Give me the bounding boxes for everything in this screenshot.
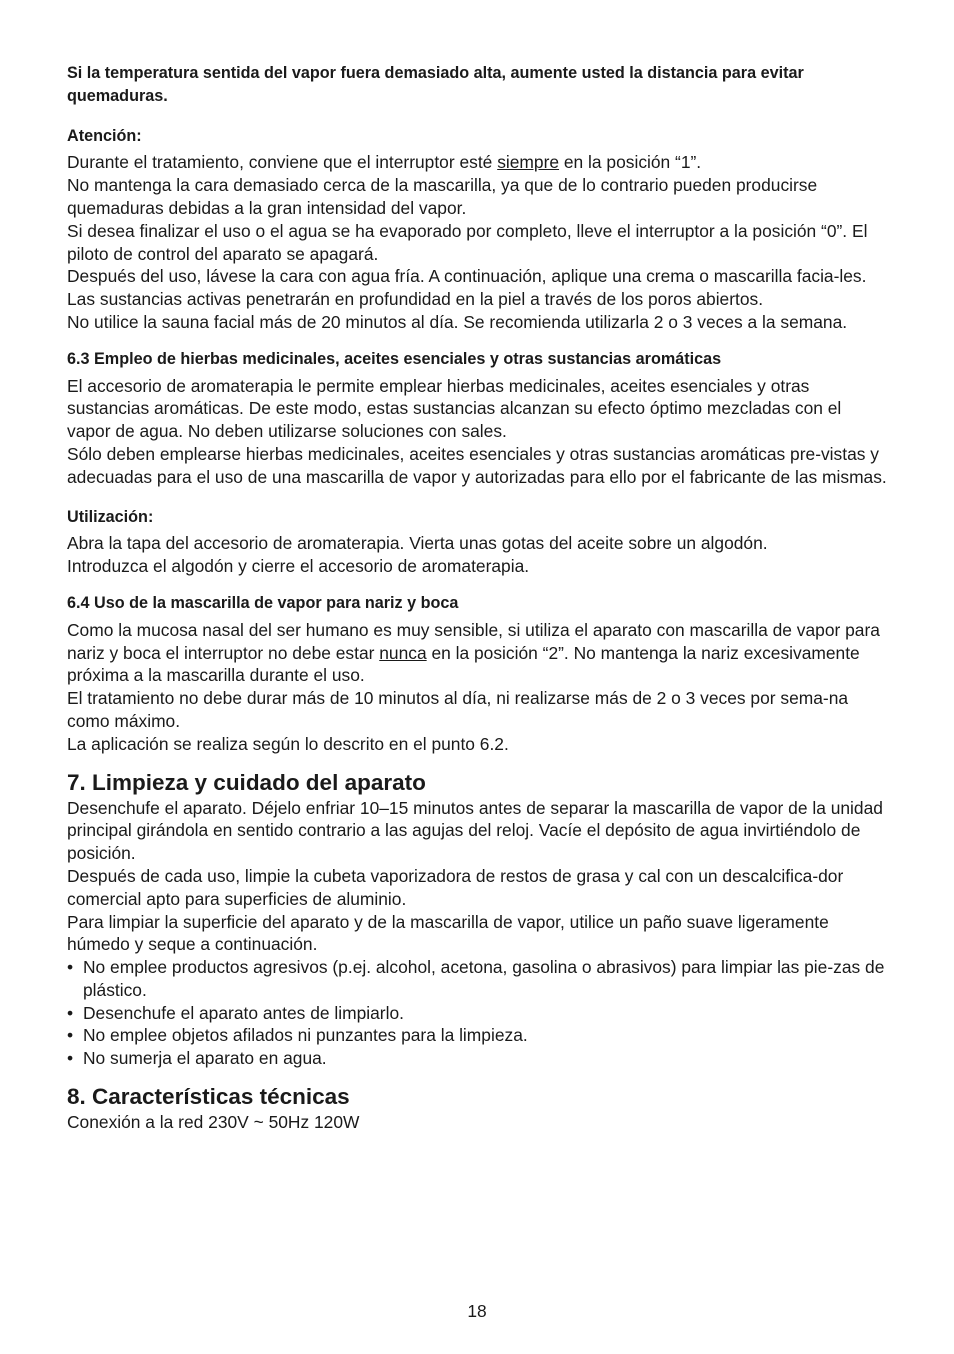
list-item <box>67 1002 889 1025</box>
list-item-text: No emplee productos agresivos (p.ej. alcohol, acetona, gasolina o abrasivos) para limpiar las pie-zas de plástico. <box>83 957 885 1000</box>
cleaning-bullet-list <box>67 956 889 1070</box>
list-item-text: Desenchufe el aparato antes de limpiarlo. <box>83 1002 404 1023</box>
document-page <box>67 62 889 1134</box>
section-7-paragraph-3: Para limpiar la superficie del aparato y de la mascarilla de vapor, utilice un paño suave ligeramente húmedo y seque a continuación. <box>67 911 829 955</box>
atencion-line-1-end: en la posición “1”. <box>559 152 702 173</box>
atencion-paragraph-4: Después del uso, lávese la cara con agua fría. A continuación, aplique una crema o mascarilla facia-les. Las sustancias activas penetrarán en profundidad en la piel a través de los poros abiertos. <box>67 266 867 310</box>
warning-text: Si la temperatura sentida del vapor fuera demasiado alta, aumente usted la distancia para evitar quemaduras. <box>67 64 804 105</box>
underlined-nunca: nunca <box>379 642 427 663</box>
list-item <box>67 1024 889 1047</box>
section-6-4-paragraph-3: La aplicación se realiza según lo descrito en el punto 6.2. <box>67 733 509 754</box>
section-7-paragraph-2: Después de cada uso, limpie la cubeta vaporizadora de restos de grasa y cal con un descalcifica-dor comercial apto para superficies de aluminio. <box>67 865 844 909</box>
bullet-icon: • <box>67 1002 74 1023</box>
section-6-3-paragraph-2: Sólo deben emplearse hierbas medicinales, aceites esenciales y otras sustancias aromáticas pre-vistas y adecuadas para el uso de una mascarilla de vapor y autorizadas para ello por el fabricante de las mismas. <box>67 443 887 487</box>
section-6-4-heading: 6.4 Uso de la mascarilla de vapor para nariz y boca <box>67 593 459 612</box>
section-7-paragraph-1: Desenchufe el aparato. Déjelo enfriar 10–15 minutos antes de separar la mascarilla de vapor de la unidad principal girándola en sentido contrario a las agujas del reloj. Vacíe el depósito de agua invirtiéndolo de posición. <box>67 797 883 864</box>
section-6-4-paragraph-2: El tratamiento no debe durar más de 10 minutos al día, ni realizarse más de 2 o 3 veces por sema-na como máximo. <box>67 688 849 731</box>
utilizacion-heading: Utilización: <box>67 507 154 526</box>
list-item-text: No sumerja el aparato en agua. <box>83 1048 327 1069</box>
atencion-paragraph-5: No utilice la sauna facial más de 20 minutos al día. Se recomienda utilizarla 2 o 3 veces a la semana. <box>67 311 848 332</box>
atencion-paragraph-2: No mantenga la cara demasiado cerca de la mascarilla, ya que de lo contrario pueden producirse quemaduras debidas a la gran intensidad del vapor. <box>67 175 818 218</box>
section-7-heading: 7. Limpieza y cuidado del aparato <box>67 769 426 795</box>
utilizacion-paragraph-2: Introduzca el algodón y cierre el accesorio de aromaterapia. <box>67 556 530 577</box>
list-item <box>67 956 889 1002</box>
page-number: 18 <box>467 1301 487 1321</box>
list-item-text: No emplee objetos afilados ni punzantes para la limpieza. <box>83 1025 528 1046</box>
atencion-line-1 <box>67 151 889 174</box>
atencion-paragraph-3: Si desea finalizar el uso o el agua se ha evaporado por completo, lleve el interruptor a la posición “0”. El piloto de control del aparato se apagará. <box>67 220 868 264</box>
section-6-4-paragraph-1-end: en la posición “2”. No mantenga la nariz excesivamente próxima a la mascarilla durante el uso. <box>67 642 860 686</box>
list-item <box>67 1047 889 1070</box>
bullet-icon: • <box>67 957 74 978</box>
bullet-icon: • <box>67 1048 74 1069</box>
section-6-4-paragraph-1-start: Como la mucosa nasal del ser humano es muy sensible, si utiliza el aparato con mascarilla de vapor para nariz y boca el interruptor no debe estar <box>67 619 880 663</box>
section-6-4-paragraph-1 <box>67 619 889 687</box>
atencion-line-1-start: Durante el tratamiento, conviene que el interruptor esté <box>67 152 498 173</box>
section-8-heading: 8. Características técnicas <box>67 1084 350 1110</box>
section-6-3-heading: 6.3 Empleo de hierbas medicinales, aceites esenciales y otras sustancias aromáticas <box>67 349 722 368</box>
technical-specs-text: Conexión a la red 230V ~ 50Hz 120W <box>67 1112 360 1133</box>
atencion-heading: Atención: <box>67 126 142 145</box>
underlined-siempre: siempre <box>497 152 560 173</box>
utilizacion-paragraph-1: Abra la tapa del accesorio de aromaterapia. Vierta unas gotas del aceite sobre un algodón. <box>67 533 768 554</box>
section-6-3-paragraph-1: El accesorio de aromaterapia le permite emplear hierbas medicinales, aceites esenciales y otras sustancias aromáticas. De este modo, estas sustancias alcanzan su efecto óptimo mezcladas con el vapor de agua. No deben utilizarse soluciones con sales. <box>67 375 842 442</box>
bullet-icon: • <box>67 1025 74 1046</box>
